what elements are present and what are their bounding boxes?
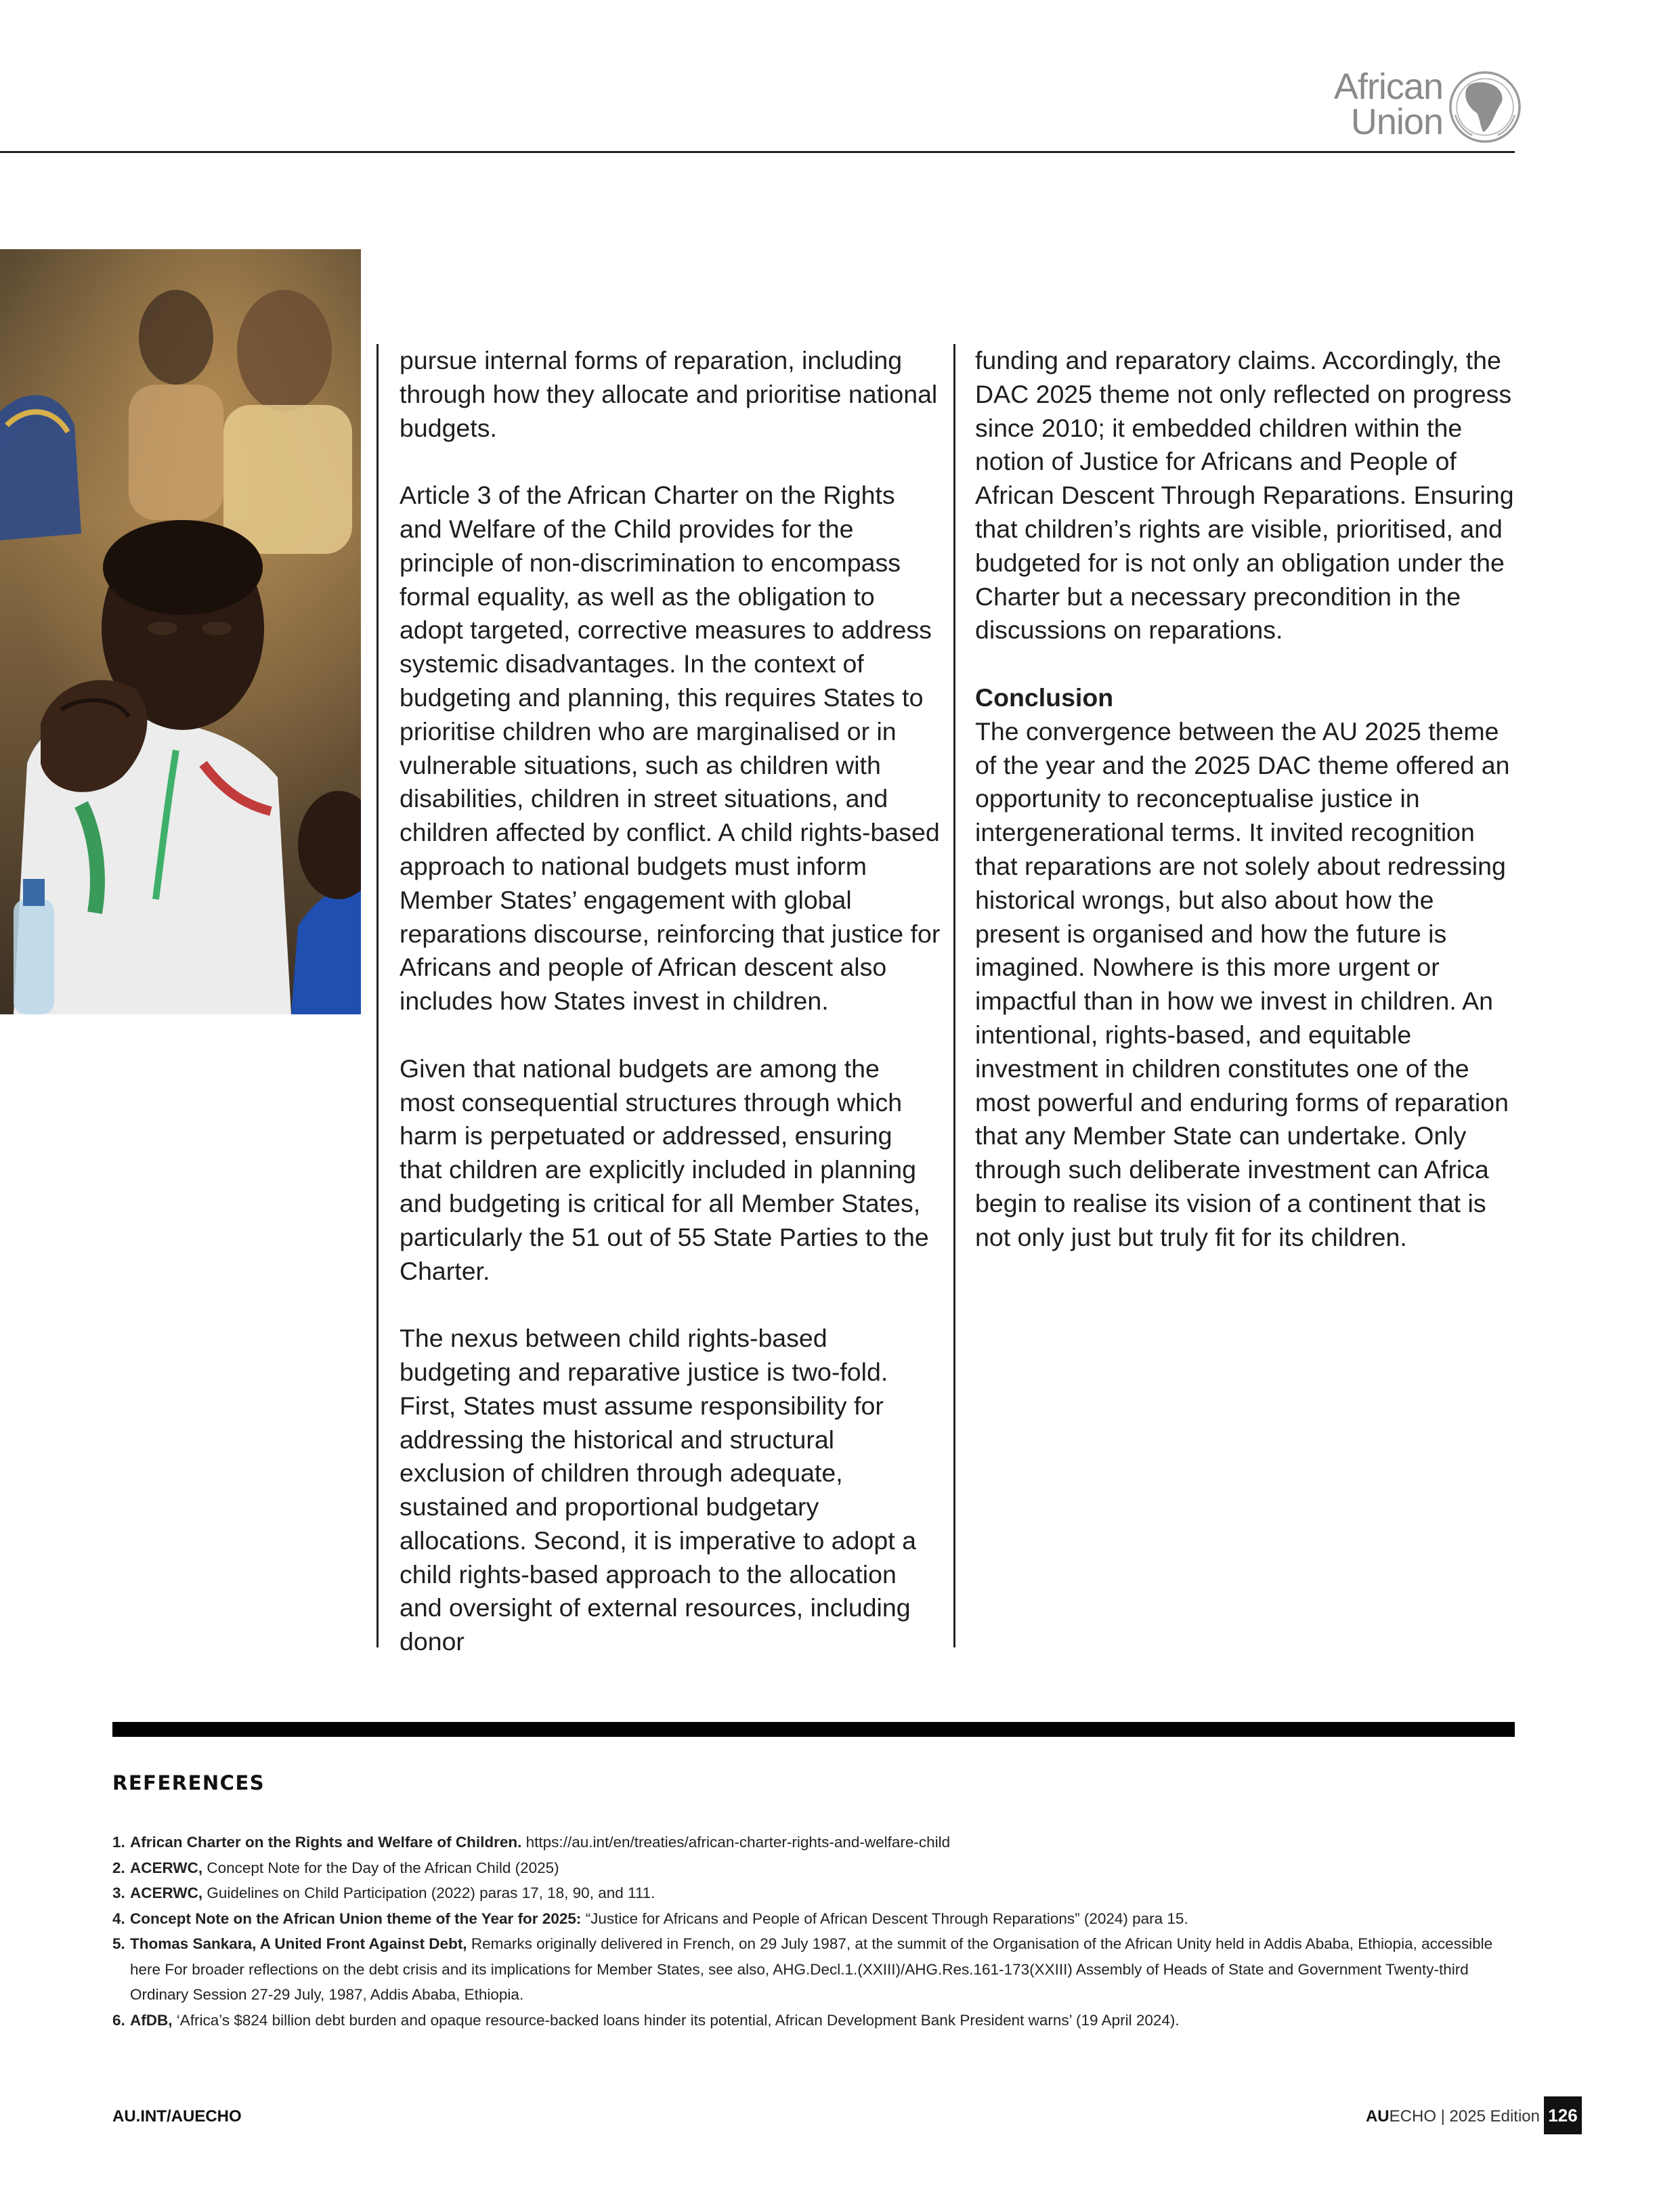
reference-number: 2. (112, 1859, 125, 1876)
column-2-rule (953, 344, 955, 1647)
reference-number: 5. (112, 1935, 125, 1952)
footer-brand: AU (1365, 2107, 1390, 2126)
references-title: REFERENCES (112, 1771, 265, 1794)
au-emblem-icon (1446, 68, 1524, 146)
column-1-rule (376, 344, 379, 1647)
reference-source: ACERWC, (130, 1884, 203, 1901)
references-bar (112, 1722, 1515, 1737)
reference-item (112, 1855, 1515, 1881)
reference-item (112, 1830, 1515, 1855)
african-union-logo (1328, 68, 1524, 149)
reference-text: Remarks originally delivered in French, on 29 July 1987, at the summit of the Organisation of the African Unity held in Addis Ababa, Ethiopia, accessible here For broader reflections on the debt crisis and its implications for Member States, see also, AHG.Decl.1.(XXIII)/AHG.Res.161-173(XXIII) Assembly of Heads of State and Government Twenty-third Ordinary Session 27-29 July, 1987, Addis Ababa, Ethiopia. (130, 1935, 1493, 2003)
footer-edition: ECHO | 2025 Edition (1389, 2107, 1540, 2126)
logo-wordmark (1328, 66, 1443, 142)
paragraph: The nexus between child rights-based budgeting and reparative justice is two-fold. First, States must assume responsibility for addressing the historical and structural exclusion of children through adequate, sustained and proportional budgetary allocations. Second, it is imperative to adopt a child rights-based approach to the allocation and oversight of external resources, including donor (400, 1324, 916, 1656)
reference-source: Thomas Sankara, A United Front Against Debt, (130, 1935, 467, 1952)
article-column-2 (975, 344, 1517, 1288)
reference-item (112, 1906, 1515, 1932)
conclusion-section (975, 681, 1517, 1255)
reference-item (112, 1880, 1515, 1906)
reference-number: 4. (112, 1910, 125, 1927)
logo-line-1: African (1333, 66, 1443, 107)
footer-website: AU.INT/AUECHO (112, 2107, 242, 2126)
reference-text: “Justice for Africans and People of African Descent Through Reparations” (2024) para 15. (581, 1910, 1188, 1927)
reference-text: https://au.int/en/treaties/african-charter-rights-and-welfare-child (521, 1834, 951, 1851)
reference-item (112, 1931, 1515, 2008)
reference-source: African Charter on the Rights and Welfare of Children. (130, 1834, 522, 1851)
page-number: 126 (1544, 2096, 1582, 2134)
logo-line-2: Union (1350, 102, 1443, 142)
article-photo (0, 249, 361, 1014)
photo-young-man-icon (0, 249, 361, 1014)
header-rule (0, 151, 1515, 153)
paragraph: funding and reparatory claims. Accordingly, the DAC 2025 theme not only reflected on progress since 2010; it embedded children within the notion of Justice for Africans and People of African Descent Through Reparations. Ensuring that children’s rights are visible, prioritised, and budgeted for is not only an obligation under the Charter but a necessary precondition in the discussions on reparations. (975, 346, 1514, 645)
reference-text: Guidelines on Child Participation (2022) paras 17, 18, 90, and 111. (202, 1884, 655, 1901)
paragraph: The convergence between the AU 2025 theme of the year and the 2025 DAC theme offered an opportunity to reconceptualise justice in intergenerational terms. It invited recognition that reparations are not solely about redressing historical wrongs, but also about how the present is organised and how the future is imagined. Nowhere is this more urgent or impactful than in how we invest in children. An intentional, rights-based, and equitable investment in children constitutes one of the most powerful and enduring forms of reparation that any Member State can undertake. Only through such deliberate investment can Africa begin to realise its vision of a continent that is not only just but truly fit for its children. (975, 716, 1510, 1251)
conclusion-heading: Conclusion (975, 683, 1114, 712)
reference-item (112, 2008, 1515, 2033)
reference-number: 1. (112, 1834, 125, 1851)
paragraph: pursue internal forms of reparation, including through how they allocate and prioritise national budgets. (400, 346, 938, 442)
reference-text: ‘Africa’s $824 billion debt burden and opaque resource-backed loans hinder its potential, African Development Bank President warns’ (19 April 2024). (172, 2011, 1180, 2029)
references-list (112, 1830, 1515, 2033)
footer-publication (1366, 2107, 1540, 2126)
reference-number: 6. (112, 2011, 125, 2029)
reference-source: AfDB, (130, 2011, 173, 2029)
reference-number: 3. (112, 1884, 125, 1901)
paragraph: Article 3 of the African Charter on the Rights and Welfare of the Child provides for the principle of non-discrimination to encompass formal equality, as well as the obligation to adopt targeted, corrective measures to address systemic disadvantages. In the context of budgeting and planning, this requires States to prioritise children who are marginalised or in vulnerable situations, such as children with disabilities, children in street situations, and children affected by conflict. A child rights-based approach to national budgets must inform Member States’ engagement with global reparations discourse, reinforcing that justice for Africans and people of African descent also includes how States invest in children. (400, 481, 941, 1016)
paragraph: Given that national budgets are among the most consequential structures through which harm is perpetuated or addressed, ensuring that children are explicitly included in planning and budgeting is critical for all Member States, particularly the 51 out of 55 State Parties to the Charter. (400, 1054, 929, 1285)
reference-text: Concept Note for the Day of the African Child (2025) (202, 1859, 559, 1876)
reference-source: ACERWC, (130, 1859, 203, 1876)
article-column-1 (400, 344, 941, 1693)
reference-source: Concept Note on the African Union theme of the Year for 2025: (130, 1910, 582, 1927)
